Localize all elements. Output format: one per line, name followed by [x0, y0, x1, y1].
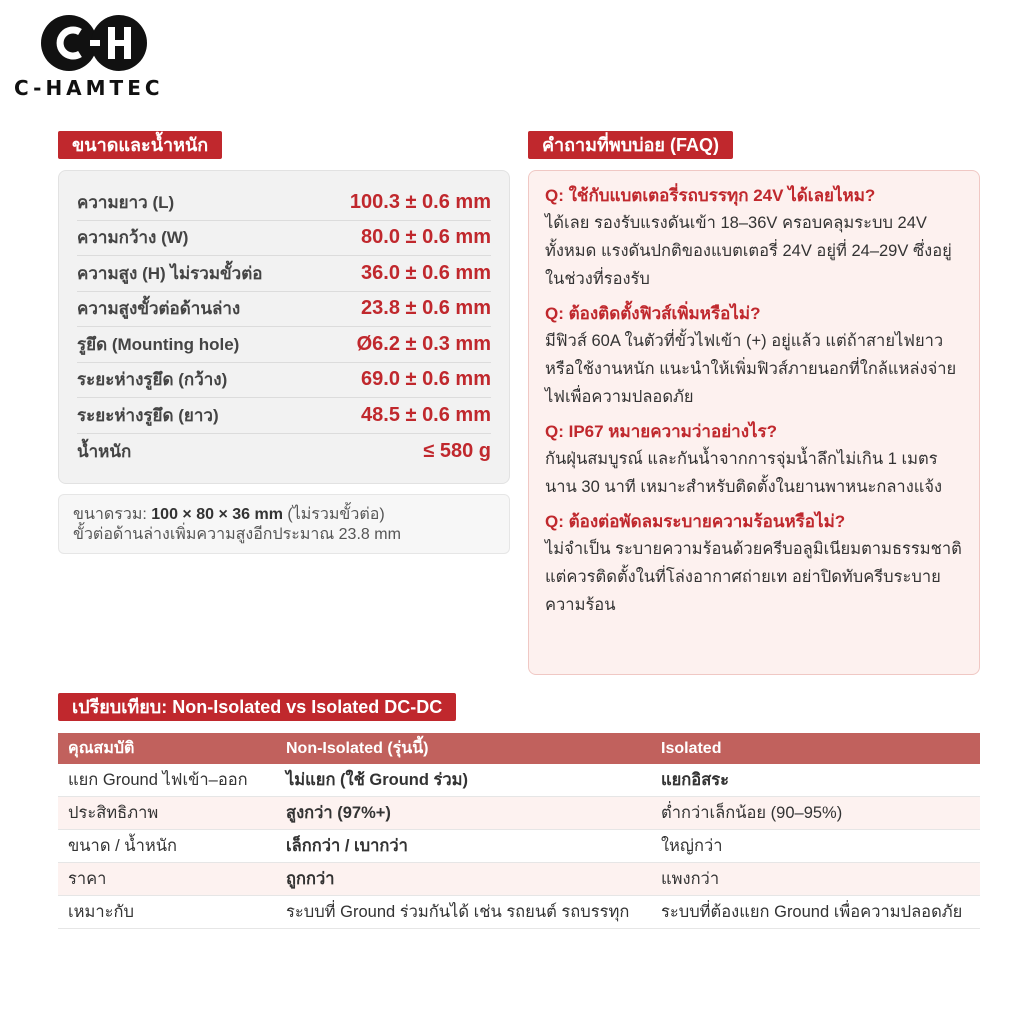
- non-isolated-cell: ระบบที่ Ground ร่วมกันได้ เช่น รถยนต์ รถบรรทุก: [276, 896, 651, 929]
- faq-answer: กันฝุ่นสมบูรณ์ และกันน้ำจากการจุ่มน้ำลึกไม่เกิน 1 เมตร นาน 30 นาที เหมาะสำหรับติดตั้งในยานพาหนะกลางแจ้ง: [545, 450, 943, 496]
- dim-value: Ø6.2 ± 0.3 mm: [356, 332, 491, 355]
- dimensions-card: [58, 170, 510, 484]
- dim-row: [77, 185, 491, 221]
- note-line-2: ขั้วต่อด้านล่างเพิ่มความสูงอีกประมาณ 23.8 mm: [73, 526, 401, 543]
- dim-label: ระยะห่างรูยึด (กว้าง): [77, 370, 228, 390]
- faq-question: Q: ต้องติดตั้งฟิวส์เพิ่มหรือไม่?: [545, 304, 761, 323]
- faq-question: Q: ใช้กับแบตเตอรี่รถบรรทุก 24V ได้เลยไหม?: [545, 186, 876, 205]
- isolated-cell: ระบบที่ต้องแยก Ground เพื่อความปลอดภัย: [651, 896, 980, 929]
- dim-row: [77, 363, 491, 399]
- note-suffix: (ไม่รวมขั้วต่อ): [282, 506, 385, 523]
- table-row: [58, 797, 980, 830]
- faq-answer: มีฟิวส์ 60A ในตัวที่ขั้วไฟเข้า (+) อยู่แล้ว แต่ถ้าสายไฟยาวหรือใช้งานหนัก แนะนำให้เพิ่มฟิวส์ภายนอกที่ใกล้แหล่งจ่ายไฟเพื่อความปลอดภัย: [545, 332, 957, 406]
- isolated-cell: ต่ำกว่าเล็กน้อย (90–95%): [651, 797, 980, 830]
- table-header-row: [58, 733, 980, 764]
- non-isolated-cell: เล็กกว่า / เบากว่า: [276, 830, 651, 863]
- compare-title: เปรียบเทียบ: Non-Isolated vs Isolated DC-DC: [58, 693, 456, 721]
- column-header: คุณสมบัติ: [58, 733, 276, 764]
- dim-label: รูยึด (Mounting hole): [77, 334, 240, 354]
- dim-label: ความสูง (H) ไม่รวมขั้วต่อ: [77, 263, 263, 283]
- faq-question: Q: ต้องต่อพัดลมระบายความร้อนหรือไม่?: [545, 512, 846, 531]
- table-row: [58, 830, 980, 863]
- faq-answer: ไม่จำเป็น ระบายความร้อนด้วยครีบอลูมิเนียมตามธรรมชาติ แต่ควรติดตั้งในที่โล่งอากาศถ่ายเท อย่าปิดทับครีบระบายความร้อน: [545, 540, 962, 614]
- dim-label: ความสูงขั้วต่อด้านล่าง: [77, 299, 241, 319]
- note-bold: 100 × 80 × 36 mm: [151, 506, 283, 523]
- column-header: Isolated: [651, 733, 980, 764]
- non-isolated-cell: ไม่แยก (ใช้ Ground ร่วม): [276, 764, 651, 797]
- column-header: Non-Isolated (รุ่นนี้): [276, 733, 651, 764]
- dim-row: [77, 256, 491, 292]
- isolated-cell: แยกอิสระ: [651, 764, 980, 797]
- isolated-cell: แพงกว่า: [651, 863, 980, 896]
- dim-row: [77, 327, 491, 363]
- dimensions-title: ขนาดและน้ำหนัก: [58, 131, 222, 159]
- dimensions-note: [58, 494, 510, 554]
- feature-cell: แยก Ground ไฟเข้า–ออก: [58, 764, 276, 797]
- faq-question: Q: IP67 หมายความว่าอย่างไร?: [545, 422, 778, 441]
- dim-value: 69.0 ± 0.6 mm: [361, 368, 491, 391]
- dim-row: [77, 292, 491, 328]
- brand-logo: [14, 12, 194, 100]
- note-line-1: [73, 505, 495, 525]
- dim-row: [77, 434, 491, 470]
- non-isolated-cell: สูงกว่า (97%+): [276, 797, 651, 830]
- chamtec-logo-icon: [38, 12, 150, 74]
- faq-card: [528, 170, 980, 675]
- dim-value: 23.8 ± 0.6 mm: [361, 297, 491, 320]
- compare-table: [58, 733, 980, 929]
- faq-answer: ได้เลย รองรับแรงดันเข้า 18–36V ครอบคลุมระบบ 24V ทั้งหมด แรงดันปกติของแบตเตอรี่ 24V อยู่ที่ 24–29V ซึ่งอยู่ในช่วงที่รองรับ: [545, 214, 952, 288]
- dim-row: [77, 221, 491, 257]
- faq-title: คำถามที่พบบ่อย (FAQ): [528, 131, 733, 159]
- dim-row: [77, 398, 491, 434]
- feature-cell: ราคา: [58, 863, 276, 896]
- dim-label: ความยาว (L): [77, 192, 175, 212]
- feature-cell: ขนาด / น้ำหนัก: [58, 830, 276, 863]
- note-prefix: ขนาดรวม:: [73, 506, 152, 523]
- dim-label: ความกว้าง (W): [77, 228, 189, 248]
- table-row: [58, 896, 980, 929]
- dim-value: 80.0 ± 0.6 mm: [361, 226, 491, 249]
- isolated-cell: ใหญ่กว่า: [651, 830, 980, 863]
- non-isolated-cell: ถูกกว่า: [276, 863, 651, 896]
- dim-label: น้ำหนัก: [77, 441, 132, 461]
- feature-cell: เหมาะกับ: [58, 896, 276, 929]
- table-row: [58, 863, 980, 896]
- dim-label: ระยะห่างรูยึด (ยาว): [77, 405, 219, 425]
- logo-text: C-HAMTEC: [14, 76, 164, 100]
- dim-value: ≤ 580 g: [423, 439, 491, 462]
- feature-cell: ประสิทธิภาพ: [58, 797, 276, 830]
- table-row: [58, 764, 980, 797]
- dim-value: 100.3 ± 0.6 mm: [349, 190, 491, 213]
- dim-value: 48.5 ± 0.6 mm: [361, 403, 491, 426]
- dim-value: 36.0 ± 0.6 mm: [361, 261, 491, 284]
